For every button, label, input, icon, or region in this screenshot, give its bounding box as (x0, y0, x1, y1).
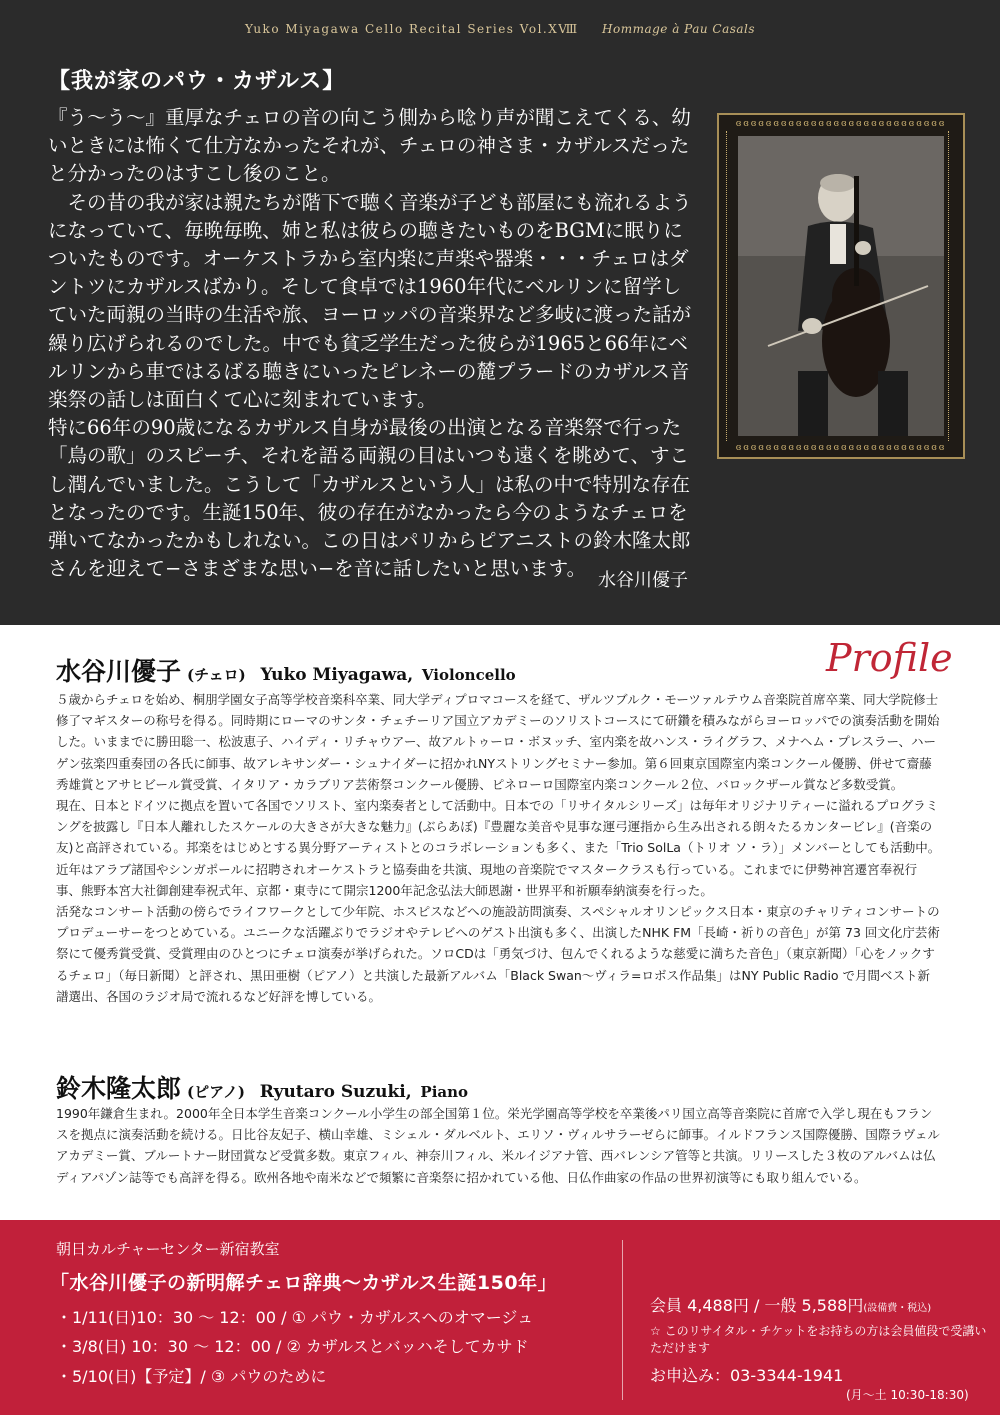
artist-name-ja: 水谷川優子 (56, 657, 182, 686)
artist-bio-piano (56, 1103, 942, 1188)
series-title: Yuko Miyagawa Cello Recital Series Vol.XⅧ (244, 22, 579, 36)
profile-heading: Profile (826, 636, 953, 680)
frame-ornament: ɞɞɞɞɞɞɞɞɞɞɞɞɞɞɞɞɞɞɞɞɞɞɞɞɞɞɞɞ (735, 119, 947, 129)
session-item: ・1/11(日)10：30 〜 12：00 / ① パウ・カザルスへのオマージュ (56, 1308, 534, 1327)
price-note: (設備費・税込) (863, 1303, 932, 1314)
cellist-illustration (738, 136, 944, 436)
frame-ornament: ɞɞɞɞɞɞɞɞɞɞɞɞɞɞɞɞɞɞɞɞɞɞɞɞɞɞɞɞ (735, 443, 947, 453)
essay-signature: 水谷川優子 (598, 570, 688, 591)
bio-paragraph: ５歳からチェロを始め、桐朋学園女子高等学校音楽科卒業、同大学ディプロマコースを経て、ザルツブルク・モーツァルテウム音楽院首席卒業、同大学院修士修了マギスターの称号を得る。同時期にローマのサンタ・チェチーリア国立アカデミーのソリストコースにて研鑽を積みながらヨーロッパでの演奏活動を開始した。いままでに勝田聡一、松波恵子、ハイディ・リチャウアー、故アルトゥーロ・ボヌッチ、室内楽を故ハンス・ライグラフ、メナヘム・プレスラー、ハーゲン弦楽四重奏団の各氏に師事、故アレキサンダー・シュナイダーに招かれNYストリングセミナー参加。第６回東京国際室内楽コンクール優勝、併せて齋藤秀雄賞とアサヒビール賞受賞、イタリア・カラブリア芸術祭コンクール優勝、ピネローロ国際室内楽コンクール２位、バロックザール賞など多数受賞。 (56, 692, 940, 792)
office-hours: (月〜土 10:30-18:30) (846, 1388, 969, 1402)
event-banner (0, 1220, 1000, 1415)
frame-ornament (726, 131, 735, 441)
course-title: 「水谷川優子の新明解チェロ辞典〜カザルス生誕150年」 (50, 1272, 558, 1294)
session-item: ・5/10(日)【予定】/ ③ パウのために (56, 1367, 327, 1386)
essay-title: 【我が家のパウ・カザルス】 (48, 68, 346, 94)
price-info (650, 1293, 931, 1316)
price-text: 会員 4,488円 / 一般 5,588円 (650, 1296, 864, 1315)
artist-name-piano (56, 1069, 468, 1105)
artist-name-ja: 鈴木隆太郎 (56, 1074, 182, 1103)
banner-divider (622, 1240, 623, 1400)
artist-name-cello (56, 652, 516, 688)
series-header (0, 22, 1000, 36)
artist-role-en: Violoncello (421, 666, 516, 684)
venue-name: 朝日カルチャーセンター新宿教室 (56, 1240, 280, 1258)
artist-role-ja: (チェロ) (187, 666, 246, 684)
essay-section (0, 0, 1000, 625)
bio-paragraph: 活発なコンサート活動の傍らでライフワークとして少年院、ホスピスなどへの施設訪問演奏、スペシャルオリンピックス日本・東京のチャリティコンサートのプロデューサーをつとめている。ユニークな活躍ぶりでラジオやテレビへのゲスト出演も多く、出演したNHK FM「長崎・祈りの音色」が第 73 回文化庁芸術祭にて優秀賞受賞、受賞理由のひとつにチェロ演奏が挙げられた。ソロCDは「勇気づけ、包んでくれるような慈愛に満ちた音色」（東京新聞）「心をノックするチェロ」（毎日新聞）と評され、黒田亜樹（ピアノ）と共演した最新アルバム「Black Swan〜ヴィラ=ロボス作品集」はNY Public Radio で月間ベスト新譜選出、各国のラジオ局で流れるなど好評を博している。 (56, 904, 940, 1004)
artist-name-en: Ryutaro Suzuki, (259, 1082, 412, 1102)
essay-paragraph: 『う〜う〜』重厚なチェロの音の向こう側から唸り声が聞こえてくる、幼いときには怖くて仕方なかったそれが、チェロの神さま・カザルスだったと分かったのはすこし後のこと。 (48, 106, 691, 186)
bio-paragraph: 現在、日本とドイツに拠点を置いて各国でソリスト、室内楽奏者として活動中。日本での「リサイタルシリーズ」は毎年オリジナリティーに溢れるプログラミングを披露し『日本人離れしたスケールの大きさが大きな魅力』(ぶらあぼ)『豊麗な美音や見事な運弓運指から生み出される朗々たるカンタービレ』(音楽の友)と高評されている。邦楽をはじめとする異分野アーティストとのコラボレーションも多く、また「Trio SolLa（トリオ ソ・ラ）」メンバーとしても活動中。近年はアラブ諸国やシンガポールに招聘されオーケストラと協奏曲を共演、現地の音楽院でマスタークラスも行っている。これまでに伊勢神宮遷宮奉祝行事、熊野本宮大社御創建奉祝式年、京都・東寺にて開宗1200年記念弘法大師恩謝・世界平和祈願奉納演奏を行った。 (56, 798, 941, 898)
series-subtitle: Hommage à Pau Casals (602, 22, 756, 36)
bio-paragraph: 1990年鎌倉生まれ。2000年全日本学生音楽コンクール小学生の部全国第１位。栄光学園高等学校を卒業後パリ国立高等音楽院に首席で入学し現在もフランスを拠点に演奏活動を続ける。日比谷友妃子、横山幸雄、ミシェル・ダルベルト、エリソ・ヴィルサラーゼらに師事。イルドフランス国際優勝、国際ラヴェルアカデミー賞、ブルートナー財団賞など受賞多数。東京フィル、神奈川フィル、米ルイジアナ管、西バレンシア管等と共演。リリースした３枚のアルバムは仏ディアパゾン誌等でも高評を得る。欧州各地や南米などで頻繁に音楽祭に招かれている他、日仏作曲家の作品の世界初演等にも取り組んでいる。 (56, 1106, 940, 1185)
artist-bio-cello (56, 689, 942, 1007)
frame-ornament (948, 131, 957, 441)
artist-name-en: Yuko Miyagawa, (260, 665, 414, 685)
essay-paragraph: 特に66年の90歳になるカザルス自身が最後の出演となる音楽祭で行った「鳥の歌」のスピーチ、それを語る両親の目はいつも遠くを眺めて、すこし潤んでいました。こうして「カザルスという人」は私の中で特別な存在となったのです。生誕150年、彼の存在がなかったら今のようなチェロを弾いてなかったかもしれない。この日はパリからピアニストの鈴木隆太郎さんを迎えて−さまざまな思い−を音に話したいと思います。 (48, 416, 691, 581)
casals-photo-frame (717, 113, 965, 459)
artist-role-ja: (ピアノ) (187, 1083, 246, 1101)
cellist-photo (738, 136, 944, 436)
session-item: ・3/8(日) 10：30 〜 12：00 / ② カザルスとバッハそしてカサド (56, 1337, 529, 1356)
essay-paragraph: その昔の我が家は親たちが階下で聴く音楽が子ども部屋にも流れるようになっていて、毎晩毎晩、姉と私は彼らの聴きたいものをBGMに眠りについたものです。オーケストラから室内楽に声楽や器楽・・・チェロはダントツにカザルスばかり。そして食卓では1960年代にベルリンに留学していた両親の当時の生活や旅、ヨーロッパの音楽界など多岐に渡った話が繰り広げられるのでした。中でも貧乏学生だった彼らが1965と66年にベルリンから車ではるばる聴きにいったピレネーの麓プラードのカザルス音楽祭の話しは面白くて心に刻まれています。 (48, 190, 692, 412)
essay-body (48, 104, 696, 583)
apply-phone: お申込み：03-3344-1941 (650, 1366, 844, 1385)
artist-role-en: Piano (420, 1083, 469, 1101)
ticket-note: ☆ このリサイタル・チケットをお持ちの方は会員値段で受講いただけます (650, 1324, 987, 1355)
